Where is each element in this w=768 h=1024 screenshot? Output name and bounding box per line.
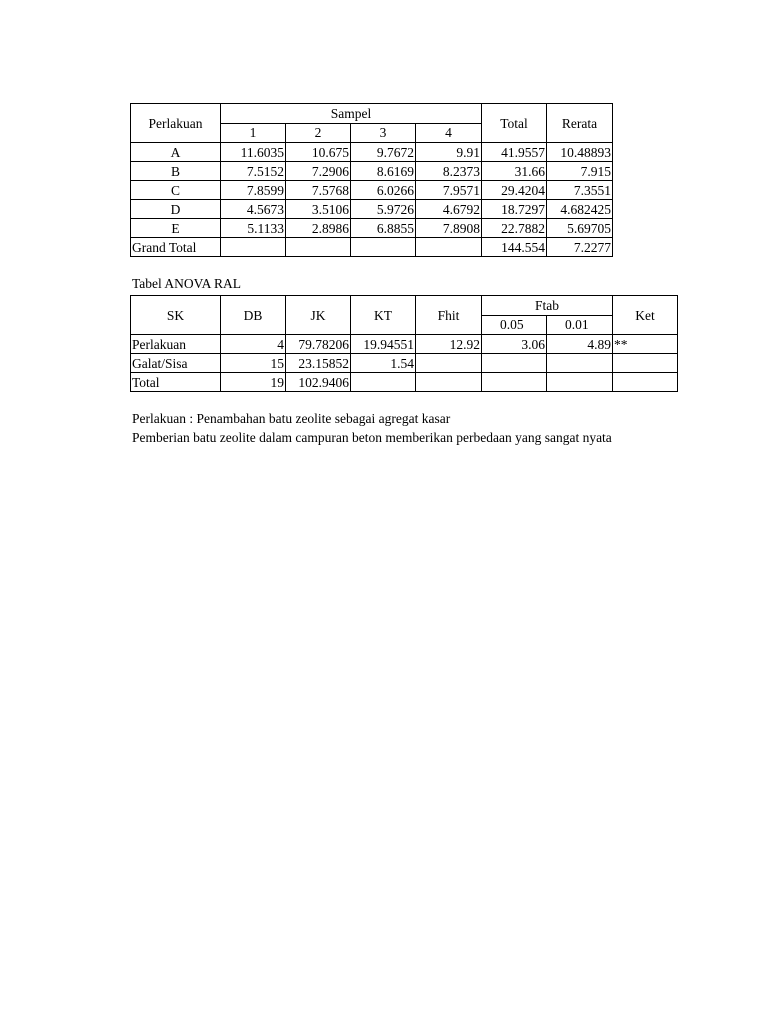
empty-cell <box>547 354 613 373</box>
table-row <box>131 200 613 219</box>
cell-value: 5.9726 <box>351 200 416 219</box>
header-ket: Ket <box>613 296 678 335</box>
empty-cell <box>613 373 678 392</box>
row-label: E <box>131 219 221 238</box>
cell-value: 4.6792 <box>416 200 482 219</box>
table-row <box>131 162 613 181</box>
header-db: DB <box>221 296 286 335</box>
cell-value: 6.8855 <box>351 219 416 238</box>
header-ftab-001: 0.01 <box>547 315 613 335</box>
empty-cell <box>416 373 482 392</box>
header-rerata: Rerata <box>547 104 613 143</box>
row-label: D <box>131 200 221 219</box>
table-row <box>131 354 678 373</box>
table-row <box>131 373 678 392</box>
empty-cell <box>547 373 613 392</box>
table-row <box>131 181 613 200</box>
cell-value: 3.5106 <box>286 200 351 219</box>
cell-rerata: 7.3551 <box>547 181 613 200</box>
cell-ftab-001: 4.89 <box>547 335 613 354</box>
cell-rerata: 7.915 <box>547 162 613 181</box>
cell-jk: 102.9406 <box>286 373 351 392</box>
cell-value: 11.6035 <box>221 143 286 162</box>
header-sample-4: 4 <box>416 123 482 143</box>
cell-value: 7.2906 <box>286 162 351 181</box>
cell-total: 18.7297 <box>482 200 547 219</box>
header-sample-2: 2 <box>286 123 351 143</box>
row-label: C <box>131 181 221 200</box>
empty-cell <box>351 238 416 257</box>
cell-ket: ** <box>613 335 678 354</box>
cell-total: 22.7882 <box>482 219 547 238</box>
header-sample-3: 3 <box>351 123 416 143</box>
empty-cell <box>416 238 482 257</box>
cell-value: 5.1133 <box>221 219 286 238</box>
table-row <box>131 335 678 354</box>
empty-cell <box>351 373 416 392</box>
cell-jk: 79.78206 <box>286 335 351 354</box>
cell-fhit: 12.92 <box>416 335 482 354</box>
cell-value: 7.5152 <box>221 162 286 181</box>
cell-db: 19 <box>221 373 286 392</box>
cell-value: 7.5768 <box>286 181 351 200</box>
grand-total-label: Grand Total <box>131 238 221 257</box>
cell-value: 2.8986 <box>286 219 351 238</box>
row-label: B <box>131 162 221 181</box>
cell-kt: 19.94551 <box>351 335 416 354</box>
header-ftab: Ftab <box>482 296 613 316</box>
table-row <box>131 143 613 162</box>
empty-cell <box>613 354 678 373</box>
cell-total: 41.9557 <box>482 143 547 162</box>
anova-title: Tabel ANOVA RAL <box>132 276 242 291</box>
header-ftab-005: 0.05 <box>482 315 547 335</box>
cell-db: 4 <box>221 335 286 354</box>
cell-value: 7.8599 <box>221 181 286 200</box>
cell-rerata: 10.48893 <box>547 143 613 162</box>
data-table <box>130 103 613 257</box>
note-conclusion: Pemberian batu zeolite dalam campuran beton memberikan perbedaan yang sangat nyata <box>132 430 612 445</box>
cell-value: 8.2373 <box>416 162 482 181</box>
cell-value: 10.675 <box>286 143 351 162</box>
header-total: Total <box>482 104 547 143</box>
cell-rerata: 4.682425 <box>547 200 613 219</box>
cell-value: 7.9571 <box>416 181 482 200</box>
empty-cell <box>221 238 286 257</box>
table-row <box>131 219 613 238</box>
empty-cell <box>286 238 351 257</box>
empty-cell <box>416 354 482 373</box>
cell-total: 29.4204 <box>482 181 547 200</box>
cell-total: 31.66 <box>482 162 547 181</box>
cell-jk: 23.15852 <box>286 354 351 373</box>
header-perlakuan: Perlakuan <box>131 104 221 143</box>
row-sk: Galat/Sisa <box>131 354 221 373</box>
cell-db: 15 <box>221 354 286 373</box>
cell-value: 6.0266 <box>351 181 416 200</box>
cell-rerata: 5.69705 <box>547 219 613 238</box>
row-sk: Total <box>131 373 221 392</box>
note-treatment: Perlakuan : Penambahan batu zeolite sebagai agregat kasar <box>132 411 451 426</box>
header-sampel: Sampel <box>221 104 482 124</box>
cell-value: 4.5673 <box>221 200 286 219</box>
cell-value: 9.7672 <box>351 143 416 162</box>
cell-kt: 1.54 <box>351 354 416 373</box>
cell-ftab-005: 3.06 <box>482 335 547 354</box>
header-sample-1: 1 <box>221 123 286 143</box>
header-fhit: Fhit <box>416 296 482 335</box>
header-sk: SK <box>131 296 221 335</box>
row-sk: Perlakuan <box>131 335 221 354</box>
header-kt: KT <box>351 296 416 335</box>
grand-total-row <box>131 238 613 257</box>
row-label: A <box>131 143 221 162</box>
cell-value: 8.6169 <box>351 162 416 181</box>
anova-table <box>130 295 678 392</box>
grand-total-value: 144.554 <box>482 238 547 257</box>
grand-total-rerata: 7.2277 <box>547 238 613 257</box>
header-jk: JK <box>286 296 351 335</box>
empty-cell <box>482 373 547 392</box>
empty-cell <box>482 354 547 373</box>
cell-value: 9.91 <box>416 143 482 162</box>
cell-value: 7.8908 <box>416 219 482 238</box>
